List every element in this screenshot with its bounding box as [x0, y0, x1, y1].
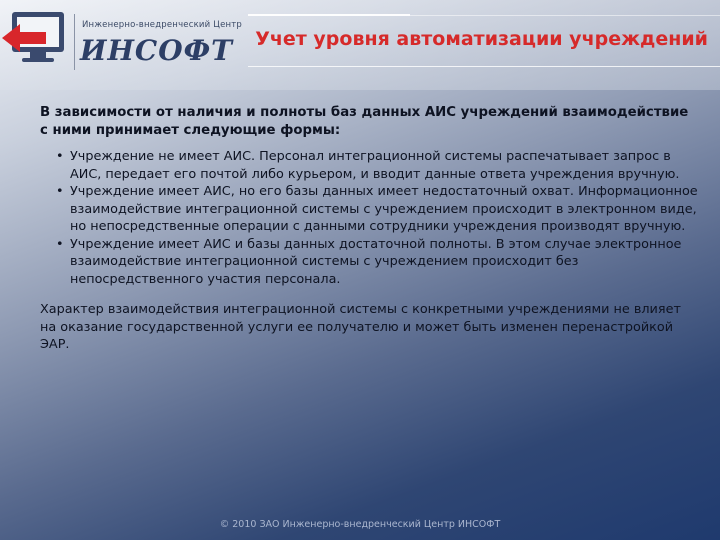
logo-subtitle: Инженерно-внедренческий Центр: [82, 20, 243, 30]
company-logo: [0, 6, 243, 78]
logo-monitor-icon: [0, 6, 70, 76]
title-rule-top: [248, 14, 410, 16]
intro-text: В зависимости от наличия и полноты баз данных АИС учреждений взаимодействие с ними принимает следующие формы:: [40, 105, 689, 138]
list-item: [56, 148, 700, 183]
closing-text: Характер взаимодействия интеграционной системы с конкретными учреждениями не влияет на оказание государственной услуги ее получателю и может быть изменен перенастройкой ЭАР.: [40, 302, 681, 352]
bullet-icon: •: [56, 149, 64, 164]
list-item: [56, 183, 700, 236]
slide-title: Учет уровня автоматизации учреждений: [255, 28, 708, 50]
logo-divider: [74, 14, 75, 70]
forms-list: [40, 148, 700, 288]
list-item-text: Учреждение имеет АИС и базы данных достаточной полноты. В этом случае электронное взаимодействие интеграционной системы с учреждением происходит без непосредственного участия персонала.: [70, 236, 682, 287]
list-item-text: Учреждение имеет АИС, но его базы данных имеет недостаточный охват. Информационное взаимодействие интеграционной системы с учреждением происходит в электронном виде, но непосредственные операции с данными сотрудники учреждения производят вручную.: [70, 184, 698, 234]
footer-copyright: © 2010 ЗАО Инженерно-внедренческий Центр ИНСОФТ: [219, 519, 501, 530]
title-rule-bottom: [248, 66, 720, 67]
slide-body: [40, 104, 700, 366]
list-item: [56, 236, 700, 289]
bullet-icon: •: [56, 184, 64, 199]
logo-name: ИНСОФТ: [80, 34, 233, 67]
bullet-icon: •: [56, 236, 64, 252]
list-item-text: Учреждение не имеет АИС. Персонал интеграционной системы распечатывает запрос в АИС, передает его почтой либо курьером, и вводит данные ответа учреждения вручную.: [70, 149, 680, 182]
title-rule-top-thin: [410, 15, 720, 16]
